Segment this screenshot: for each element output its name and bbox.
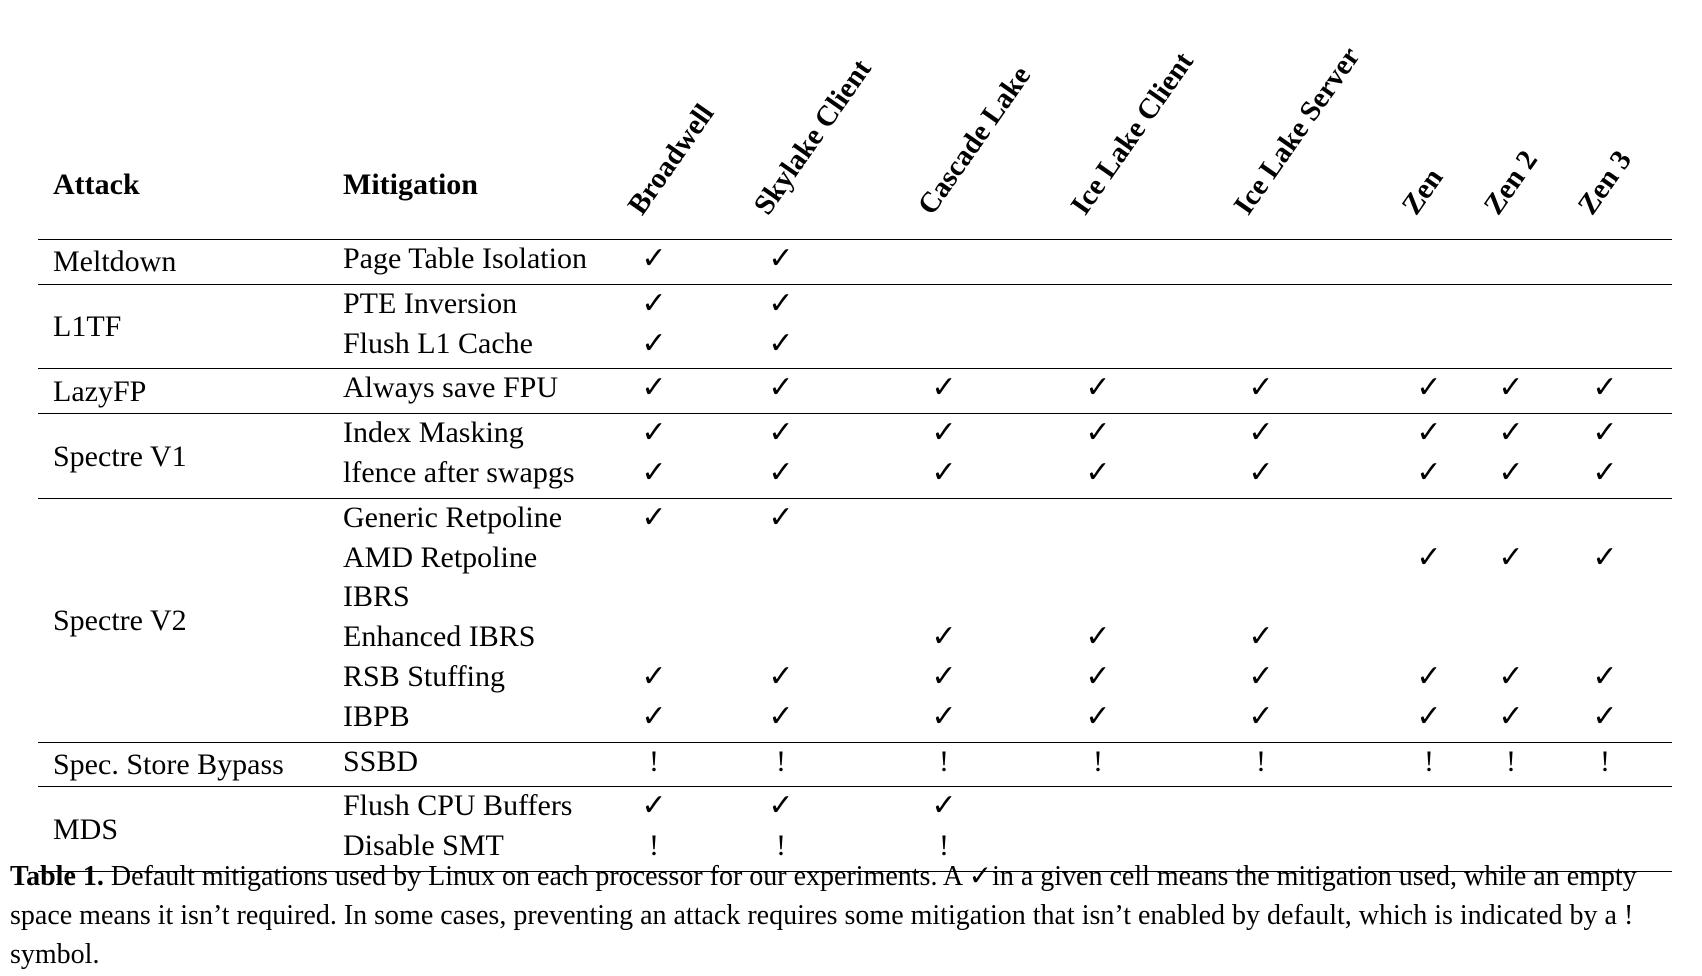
check-mark: ✓ [768,241,794,276]
warning-mark: ! [1506,744,1516,778]
check-mark: ✓ [1416,539,1442,575]
warning-mark: ! [1424,744,1434,778]
attack-label: Spec. Store Bypass [53,748,284,781]
check-mark: ✓ [1498,659,1524,694]
mitigation-label: Flush CPU Buffers [343,789,573,823]
check-mark: ✓ [931,788,957,824]
header-processor-7: Zen 2 [1477,144,1545,221]
check-mark: ✓ [1592,455,1618,490]
check-mark: ✓ [1248,415,1274,451]
check-mark: ✓ [1248,659,1274,694]
group-separator-rule [38,413,1672,414]
check-mark: ✓ [1592,415,1618,451]
header-mitigation: Mitigation [343,168,478,201]
check-mark: ✓ [1085,370,1111,406]
caption-text-part2: in a given cell means the mitigation used, while an empty space means it isn’t required. In some cases, preventing an attack requires some mitigation that isn’t enabled by default, which is indicated by a ! symbol. [10,861,1637,970]
check-mark: ✓ [641,285,667,321]
check-mark: ✓ [1248,698,1274,734]
caption-label: Table 1. [10,861,104,892]
warning-mark: ! [939,829,949,863]
check-mark: ✓ [931,415,957,451]
warning-mark: ! [1256,744,1266,778]
header-processor-3: Cascade Lake [911,60,1038,221]
warning-mark: ! [649,829,659,863]
check-mark: ✓ [1085,619,1111,655]
check-mark: ✓ [768,370,794,406]
check-mark: ✓ [768,788,794,824]
warning-mark: ! [776,829,786,863]
check-mark: ✓ [768,698,794,734]
mitigation-label: Disable SMT [343,829,504,863]
header-processor-1: Broadwell [621,98,721,221]
header-processor-8: Zen 3 [1571,144,1639,221]
group-separator-rule [38,742,1672,743]
check-mark: ✓ [1416,415,1442,451]
check-mark: ✓ [1248,455,1274,490]
mitigation-label: RSB Stuffing [343,660,505,693]
check-mark: ✓ [641,788,667,824]
check-mark: ✓ [641,325,667,361]
check-mark: ✓ [1592,698,1618,734]
header-processor-5: Ice Lake Server [1227,41,1367,221]
mitigation-label: PTE Inversion [343,286,518,320]
table-top-rule [38,239,1672,240]
caption-check-symbol: ✓ [968,859,993,892]
check-mark: ✓ [1416,698,1442,734]
header-attack: Attack [53,168,140,201]
check-mark: ✓ [1416,455,1442,490]
group-separator-rule [38,498,1672,499]
warning-mark: ! [649,744,659,778]
group-separator-rule [38,786,1672,787]
check-mark: ✓ [1248,619,1274,655]
mitigation-label: Flush L1 Cache [343,326,533,360]
warning-mark: ! [1600,744,1610,778]
mitigation-label: Generic Retpoline [343,500,563,534]
check-mark: ✓ [641,241,667,276]
check-mark: ✓ [641,659,667,694]
check-mark: ✓ [768,325,794,361]
check-mark: ✓ [1498,415,1524,451]
check-mark: ✓ [641,698,667,734]
check-mark: ✓ [641,370,667,406]
attack-label: MDS [53,812,119,846]
group-separator-rule [38,284,1672,285]
warning-mark: ! [939,744,949,778]
header-processor-2: Skylake Client [747,53,878,221]
check-mark: ✓ [768,455,794,490]
check-mark: ✓ [1498,539,1524,575]
attack-label: L1TF [53,310,122,344]
mitigation-label: Enhanced IBRS [343,620,536,654]
check-mark: ✓ [1498,455,1524,490]
mitigation-label: Always save FPU [343,371,558,405]
attack-label: Spectre V1 [53,439,187,473]
table-caption [10,856,1690,974]
check-mark: ✓ [1085,455,1111,490]
check-mark: ✓ [1592,659,1618,694]
check-mark: ✓ [768,285,794,321]
check-mark: ✓ [1416,659,1442,694]
check-mark: ✓ [1248,370,1274,406]
check-mark: ✓ [768,499,794,535]
check-mark: ✓ [931,455,957,490]
check-mark: ✓ [641,455,667,490]
check-mark: ✓ [1498,698,1524,734]
mitigation-label: SSBD [343,744,419,778]
check-mark: ✓ [1085,659,1111,694]
check-mark: ✓ [768,415,794,451]
mitigation-label: Page Table Isolation [343,242,587,275]
check-mark: ✓ [1592,539,1618,575]
header-processor-4: Ice Lake Client [1064,46,1200,221]
header-processor-6: Zen [1395,162,1450,221]
check-mark: ✓ [931,659,957,694]
mitigation-label: Index Masking [343,416,524,450]
check-mark: ✓ [1592,370,1618,406]
warning-mark: ! [1093,744,1103,778]
attack-label: Spectre V2 [53,603,187,637]
check-mark: ✓ [1085,415,1111,451]
mitigation-label: IBPB [343,699,410,733]
mitigation-label: AMD Retpoline [343,540,538,574]
check-mark: ✓ [1498,370,1524,406]
check-mark: ✓ [931,619,957,655]
attack-label: LazyFP [53,374,147,408]
check-mark: ✓ [641,415,667,451]
warning-mark: ! [776,744,786,778]
group-separator-rule [38,368,1672,369]
check-mark: ✓ [768,659,794,694]
check-mark: ✓ [1085,698,1111,734]
check-mark: ✓ [641,499,667,535]
mitigation-label: lfence after swapgs [343,456,575,489]
check-mark: ✓ [931,370,957,406]
caption-text-part1: Default mitigations used by Linux on each processor for our experiments. A [103,861,969,892]
check-mark: ✓ [1416,370,1442,406]
mitigation-label: IBRS [343,580,410,614]
attack-label: Meltdown [53,245,177,279]
check-mark: ✓ [931,698,957,734]
